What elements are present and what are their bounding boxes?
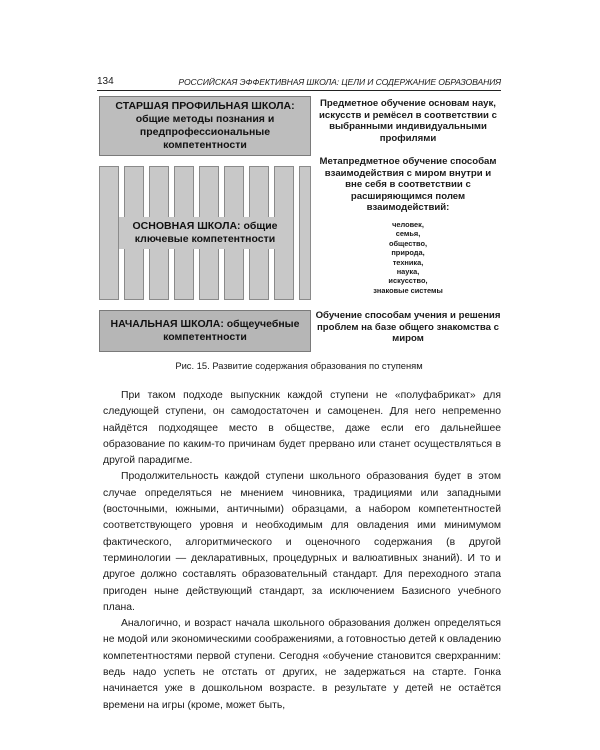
paragraph: При таком подходе выпускник каждой ступени не «полуфабрикат» для следующей ступени, он самодостаточен и самоценен. Для него непременно найдётся подходящее место в обществе, даже если его дальнейшее образование по каким-то причинам будет прервано или станет осуществляться в другой парадигме. xyxy=(103,390,501,467)
list-item: наука, xyxy=(396,267,420,277)
primary-school-label: НАЧАЛЬНАЯ ШКОЛА: общеучебные компетентности xyxy=(110,318,300,343)
right-middle-text: Метапредметное обучение способам взаимодействия с миром внутри и вне себя в соответствии с расширяющимся полем взаимодействий: xyxy=(319,156,497,213)
paragraph: Аналогично, и возраст начала школьного образования должен определяться не модой или экономическими соображениями, а готовностью детей к овладению компетентностями первой ступени. Сегодня «обучение становится сверхранним: ведь надо успеть не отстать от других, не задержаться на старте. Гонка начинается уже в дошкольном возрасте. в результате у детей не остаётся времени на игры (кроме, может быть, xyxy=(103,618,501,711)
stripe xyxy=(99,166,119,300)
basic-school-box xyxy=(99,166,311,300)
running-title: РОССИЙСКАЯ ЭФФЕКТИВНАЯ ШКОЛА: ЦЕЛИ И СОДЕРЖАНИЕ ОБРАЗОВАНИЯ xyxy=(178,77,501,87)
list-item: человек, xyxy=(392,220,424,229)
figure-school-stages xyxy=(99,96,501,354)
list-item: искусство, xyxy=(388,276,428,286)
page-number: 134 xyxy=(97,76,114,87)
primary-school-box xyxy=(99,310,311,352)
paragraph: Продолжительность каждой ступени школьного образования будет в этом случае определяться не мнением чиновника, традициями или западными (восточными, южными, античными) образцами, а набором компетентностей соответствующего уровня и необходимым для овладения ими минимумом фактического, алгоритмического и оценочного содержания (в другой терминологии — декларативных, процедурных и валюативных знаний). И то и другое должно составлять образовательный стандарт. Для переходного этапа пригоден ныне действующий стандарт, за исключением Базисного учебного плана. xyxy=(103,471,501,613)
list-item: природа, xyxy=(391,248,425,258)
body-text xyxy=(103,388,501,714)
header-rule xyxy=(97,90,501,91)
right-top-text: Предметное обучение основам наук, искусств и ремёсел в соответствии с выбранными индивидуальными профилями xyxy=(319,98,497,144)
list-item: техника, xyxy=(392,257,424,267)
basic-school-label: ОСНОВНАЯ ШКОЛА: общие ключевые компетентности xyxy=(119,217,291,249)
list-item: общество, xyxy=(388,238,428,248)
senior-school-label: СТАРШАЯ ПРОФИЛЬНАЯ ШКОЛА: общие методы познания и предпрофессиональные компетентности xyxy=(115,100,295,151)
senior-school-box xyxy=(99,96,311,156)
running-header xyxy=(97,76,501,90)
list-item: знаковые системы xyxy=(373,285,443,295)
figure-caption: Рис. 15. Развитие содержания образования по ступеням xyxy=(175,360,423,371)
interaction-list xyxy=(315,220,501,295)
right-bottom-text: Обучение способам учения и решения проблем на базе общего знакомства с миром xyxy=(315,310,501,344)
list-item: семья, xyxy=(395,229,421,239)
stripe xyxy=(299,166,311,300)
